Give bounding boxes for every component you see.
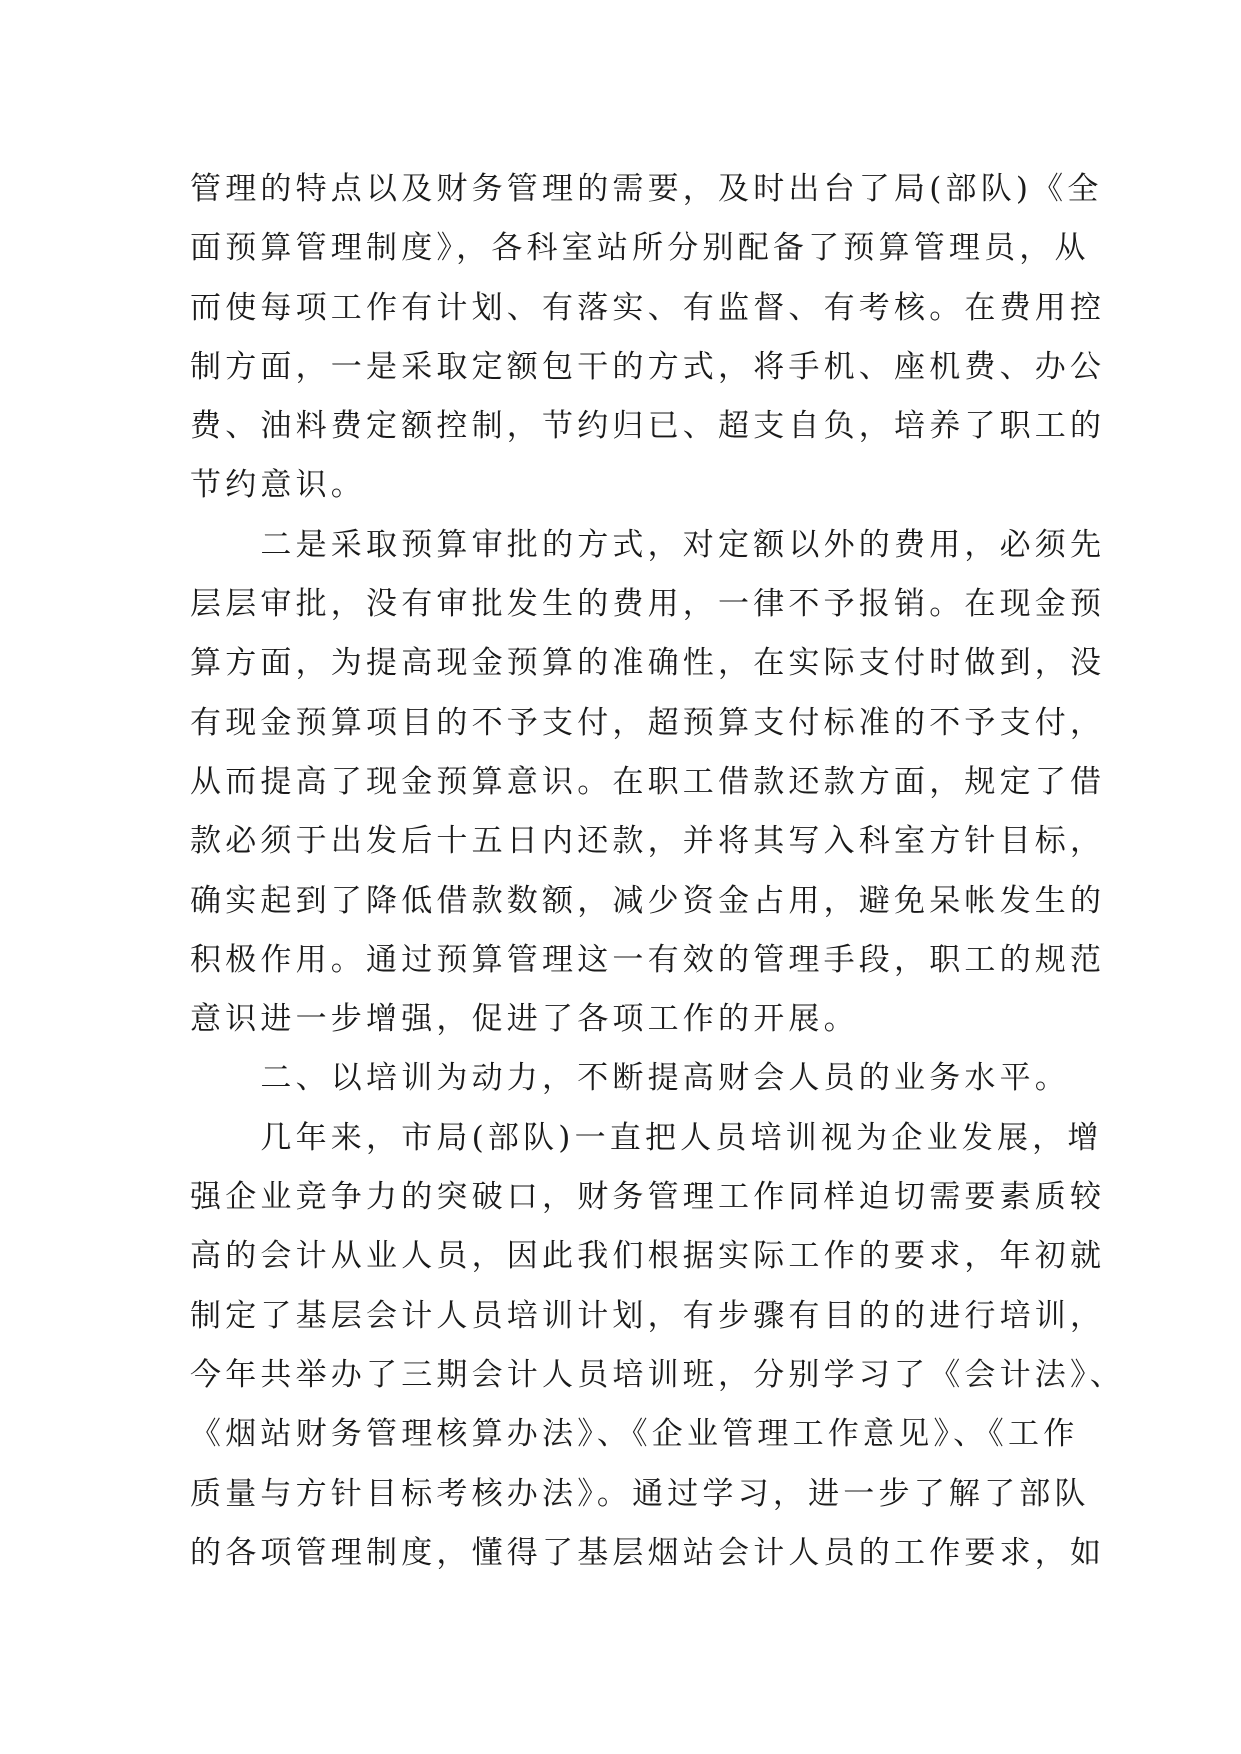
text-line: 节约意识。 — [190, 467, 366, 504]
text-line: 积极作用。通过预算管理这一有效的管理手段，职工的规范 — [190, 941, 1106, 978]
text-line: 制方面，一是采取定额包干的方式，将手机、座机费、办公 — [190, 348, 1106, 385]
text-line: 质量与方针目标考核办法》。通过学习，进一步了解了部队 — [190, 1475, 1090, 1512]
section-heading: 二、以培训为动力，不断提高财会人员的业务水平。 — [190, 1060, 1070, 1097]
text-line: 从而提高了现金预算意识。在职工借款还款方面，规定了借 — [190, 763, 1106, 800]
text-line: 几年来，市局(部队)一直把人员培训视为企业发展，增 — [190, 1119, 1103, 1156]
text-line: 确实起到了降低借款数额，减少资金占用，避免呆帐发生的 — [190, 882, 1106, 919]
text-line: 算方面，为提高现金预算的准确性，在实际支付时做到，没 — [190, 645, 1106, 682]
text-line: 款必须于出发后十五日内还款，并将其写入科室方针目标， — [190, 823, 1106, 860]
text-line: 二是采取预算审批的方式，对定额以外的费用，必须先 — [190, 526, 1106, 563]
text-line: 强企业竞争力的突破口，财务管理工作同样迫切需要素质较 — [190, 1179, 1106, 1216]
text-line: 高的会计从业人员，因此我们根据实际工作的要求，年初就 — [190, 1238, 1106, 1275]
text-line: 费、油料费定额控制，节约归已、超支自负，培养了职工的 — [190, 408, 1106, 445]
text-line: 的各项管理制度，懂得了基层烟站会计人员的工作要求，如 — [190, 1534, 1106, 1571]
text-line: 制定了基层会计人员培训计划，有步骤有目的的进行培训， — [190, 1297, 1106, 1334]
text-line: 层层审批，没有审批发生的费用，一律不予报销。在现金预 — [190, 586, 1106, 623]
text-line: 而使每项工作有计划、有落实、有监督、有考核。在费用控 — [190, 289, 1106, 326]
text-line: 管理的特点以及财务管理的需要，及时出台了局(部队)《全 — [190, 171, 1103, 207]
text-line: 有现金预算项目的不予支付，超预算支付标准的不予支付， — [190, 704, 1106, 741]
text-line: 《烟站财务管理核算办法》、《企业管理工作意见》、《工作 — [190, 1416, 1079, 1453]
body-text — [190, 160, 1125, 1583]
text-line: 面预算管理制度》，各科室站所分别配备了预算管理员，从 — [190, 230, 1090, 267]
text-line: 今年共举办了三期会计人员培训班，分别学习了《会计法》、 — [190, 1356, 1125, 1393]
text-line: 意识进一步增强，促进了各项工作的开展。 — [190, 1001, 859, 1038]
